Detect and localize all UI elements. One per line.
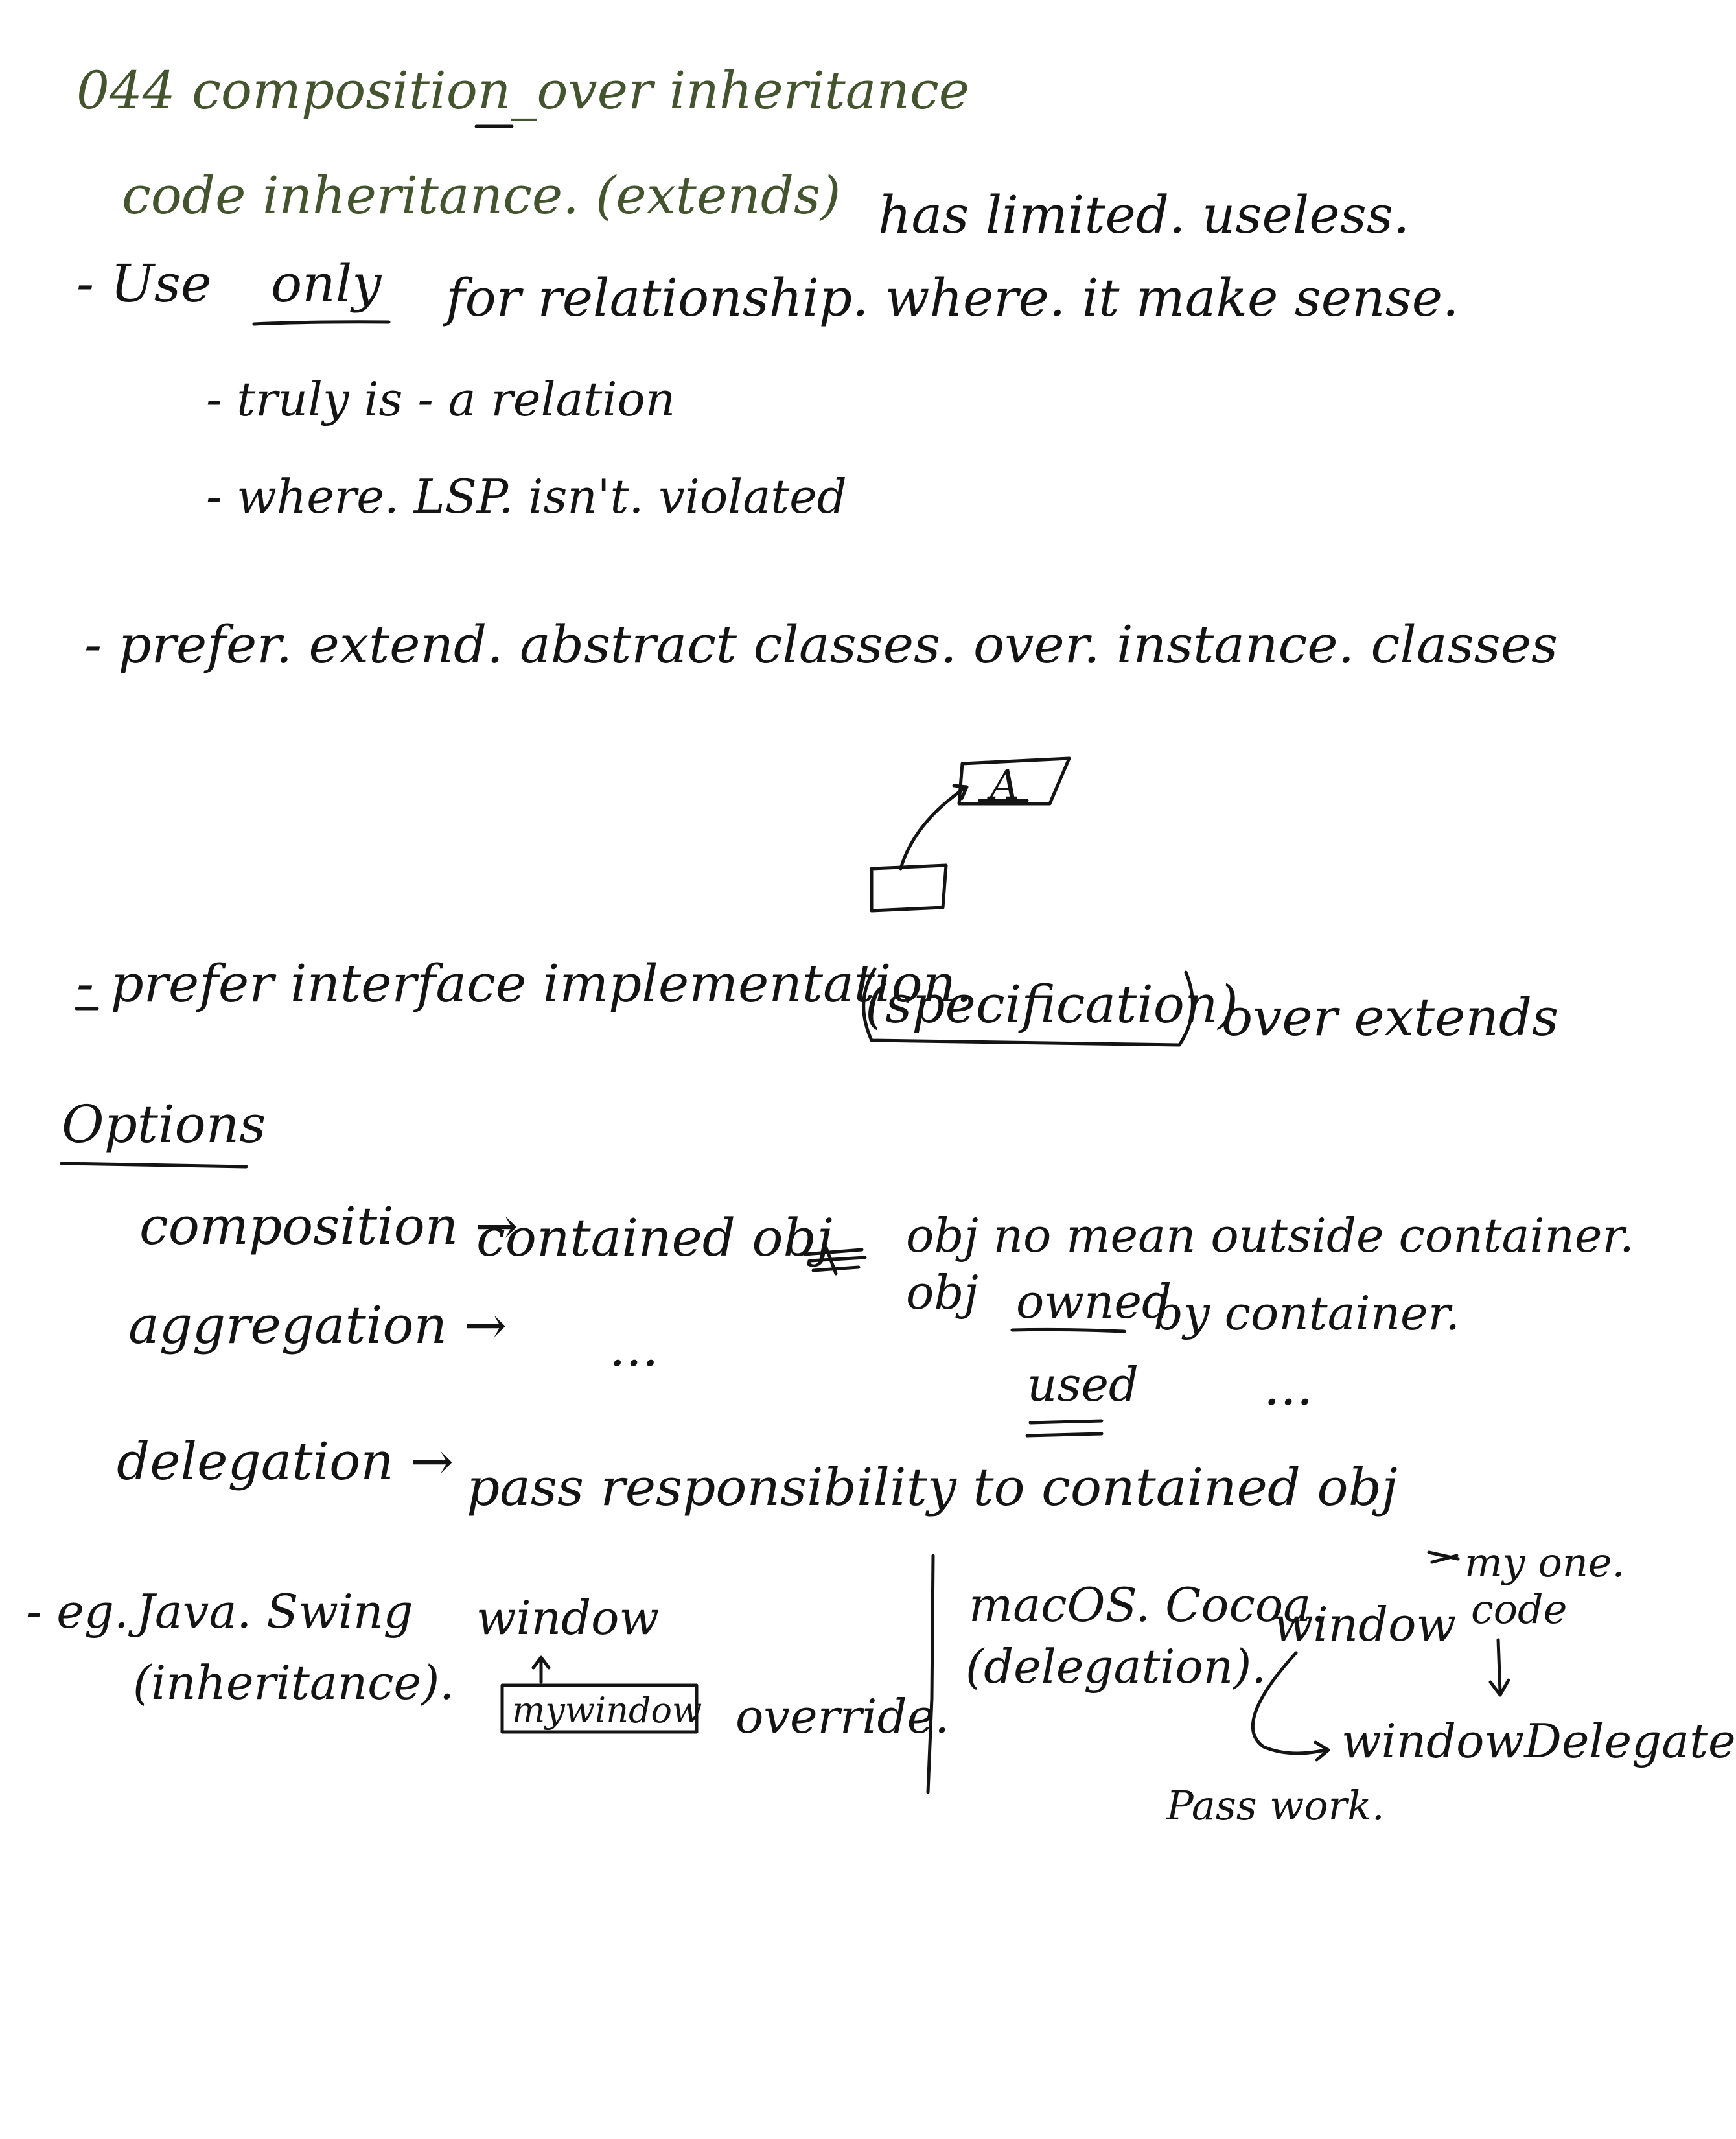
diagram-arrow-head — [954, 786, 967, 799]
diagram-inherit-arrow — [901, 788, 966, 869]
composition-label: composition → — [139, 1196, 518, 1256]
subtitle-comment: has limited. useless. — [878, 185, 1410, 245]
options-underline — [62, 1163, 246, 1167]
pass-work-arrow-head — [1315, 1742, 1328, 1760]
code-arrow-head — [1490, 1680, 1509, 1695]
composition-note-prefix: obj — [906, 1265, 978, 1320]
composition-owned: owned — [1016, 1274, 1172, 1329]
aggregation-value: ... — [609, 1318, 659, 1378]
rule1-text: for relationship. where. it make sense. — [446, 268, 1459, 328]
swing-override: override. — [735, 1689, 950, 1744]
swing-arrow-head — [533, 1657, 549, 1668]
scribble-mark — [1429, 1552, 1458, 1562]
code-to-delegate-arrow — [1498, 1640, 1500, 1692]
delegation-label: delegation → — [117, 1431, 454, 1491]
aggregation-used: used — [1027, 1357, 1139, 1412]
rule3-text: - prefer interface implementation. — [76, 953, 973, 1014]
aggregation-label: aggregation → — [128, 1295, 507, 1355]
rule1-sub-item: - truly is - a relation — [206, 372, 676, 427]
rule1-prefix: - Use — [76, 253, 212, 314]
diagram-child-box — [872, 865, 946, 911]
my-code-label: my one. — [1464, 1539, 1625, 1586]
cocoa-window: window — [1273, 1597, 1457, 1652]
example-prefix: - eg. — [26, 1584, 129, 1639]
note-title: 044 composition_over inheritance — [76, 60, 970, 121]
rule2-text: - prefer. extend. abstract classes. over. instance. classes — [84, 614, 1558, 675]
swing-window-box: window — [476, 1591, 660, 1645]
window-delegate: windowDelegate — [1341, 1714, 1736, 1768]
pass-work-label: Pass work. — [1166, 1782, 1385, 1829]
only-underline-stroke — [254, 322, 389, 324]
example-separator — [928, 1556, 933, 1792]
swing-mywindow-box: mywindow — [512, 1690, 702, 1731]
rule1-sub-item: - where. LSP. isn't. violated — [206, 469, 847, 524]
used-double-underline — [1027, 1421, 1102, 1436]
composition-note-rest: by container. — [1153, 1286, 1460, 1340]
cocoa-subtitle: (delegation). — [966, 1639, 1267, 1694]
composition-value: contained obj — [476, 1208, 833, 1268]
aggregation-note-rest: ... — [1264, 1357, 1314, 1417]
owned-underline — [1012, 1329, 1124, 1331]
rule3-boxed: (specification) — [865, 974, 1238, 1034]
swing-title: Java. Swing — [136, 1584, 413, 1639]
note-subtitle: code inheritance. (extends) — [122, 165, 841, 226]
swing-subtitle: (inheritance). — [133, 1655, 455, 1710]
rule3-tail: over extends — [1221, 987, 1559, 1047]
cocoa-title: macOS. Cocoa. — [969, 1578, 1326, 1632]
rule1-emphasis: only — [271, 253, 382, 314]
options-heading: Options — [62, 1094, 266, 1154]
composition-note: obj no mean outside container. — [906, 1208, 1634, 1263]
code-label: code — [1471, 1585, 1568, 1633]
delegation-value: pass responsibility to contained obj — [467, 1457, 1398, 1517]
diagram-parent-label: A — [990, 761, 1019, 808]
